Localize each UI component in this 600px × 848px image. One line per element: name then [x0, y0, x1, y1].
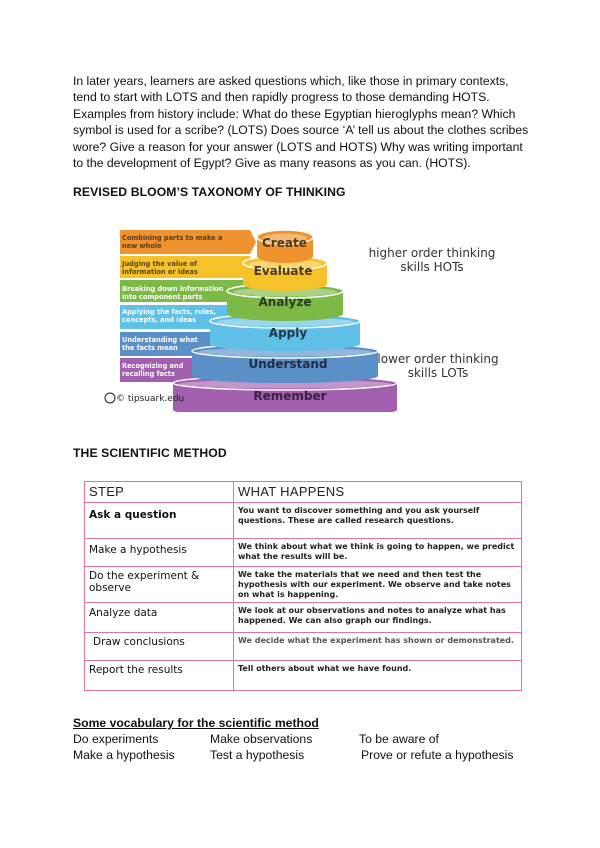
table-row	[85, 539, 522, 567]
level-name-apply: Apply	[268, 326, 308, 340]
what-cell: We think about what we think is going to happen, we predict what the results will be.	[234, 539, 522, 567]
vocab-item: Make observations	[210, 732, 313, 746]
col-what-header: WHAT HAPPENS	[234, 482, 522, 503]
table-row	[85, 633, 522, 661]
step-cell: Report the results	[85, 661, 234, 691]
lots-label: lower order thinking skills LOTs	[377, 352, 499, 380]
vocab-item: Test a hypothesis	[210, 748, 305, 762]
credit-text: © tipsuark.edu	[116, 394, 185, 404]
step-cell: Draw conclusions	[85, 633, 234, 661]
col-step-header: STEP	[85, 482, 234, 503]
level-desc-understand: Understanding what the facts mean	[122, 336, 198, 352]
table-header-row	[85, 482, 522, 503]
step-cell: Make a hypothesis	[85, 539, 234, 567]
vocab-item: Prove or refute a hypothesis	[361, 748, 514, 762]
step-cell: Ask a question	[85, 503, 234, 539]
vocab-item: To be aware of	[359, 732, 439, 746]
what-cell: Tell others about what we have found.	[234, 661, 522, 691]
scientific-heading: THE SCIENTIFIC METHOD	[73, 446, 227, 460]
vocab-item: Do experiments	[73, 732, 159, 746]
table-row	[85, 567, 522, 603]
hots-label: higher order thinking skills HOTs	[368, 246, 496, 274]
bloom-heading: REVISED BLOOM’S TAXONOMY OF THINKING	[73, 185, 346, 199]
level-name-analyze: Analyze	[258, 295, 312, 309]
level-name-understand: Understand	[248, 357, 328, 371]
vocab-title: Some vocabulary for the scientific method	[73, 716, 319, 730]
table-row	[85, 503, 522, 539]
level-desc-analyze: Breaking down information into component parts	[122, 285, 224, 301]
level-desc-apply: Applying the facts, rules, concepts, and ideas	[122, 308, 216, 324]
level-name-remember: Remember	[253, 389, 327, 403]
level-name-create: Create	[262, 236, 307, 250]
table-row	[85, 603, 522, 633]
what-cell: We decide what the experiment has shown or demonstrated.	[234, 633, 522, 661]
step-cell: Analyze data	[85, 603, 234, 633]
what-cell: You want to discover something and you ask yourself questions. These are called research questions.	[234, 503, 522, 539]
intro-paragraph: In later years, learners are asked questions which, like those in primary contexts, tend to start with LOTS and then rapidly progress to those demanding HOTS. Examples from history include: What do these Egyptian hieroglyphs mean? Which symbol is used for a scribe? (LOTS) Does source ‘A’ tell us about the clothes scribes wore? Give a reason for your answer (LOTS and HOTS) Why was writing important to the development of Egypt? Give as many reasons as you can. (HOTS).	[73, 74, 529, 171]
what-cell: We look at our observations and notes to analyze what has happened. We can also graph our findings.	[234, 603, 522, 633]
vocab-item: Make a hypothesis	[73, 748, 175, 762]
bloom-pyramid-figure	[72, 220, 528, 412]
level-desc-create: Combining parts to make a new whole	[122, 234, 223, 250]
table-row	[85, 661, 522, 691]
what-cell: We take the materials that we need and then test the hypothesis with our experiment. We observe and take notes on what is happening.	[234, 567, 522, 603]
scientific-method-table	[84, 481, 522, 691]
step-cell: Do the experiment & observe	[85, 567, 234, 603]
level-name-evaluate: Evaluate	[253, 264, 313, 278]
level-desc-evaluate: Judging the value of information or ideas	[122, 260, 198, 276]
level-desc-remember: Recognizing and recalling facts	[122, 362, 184, 378]
